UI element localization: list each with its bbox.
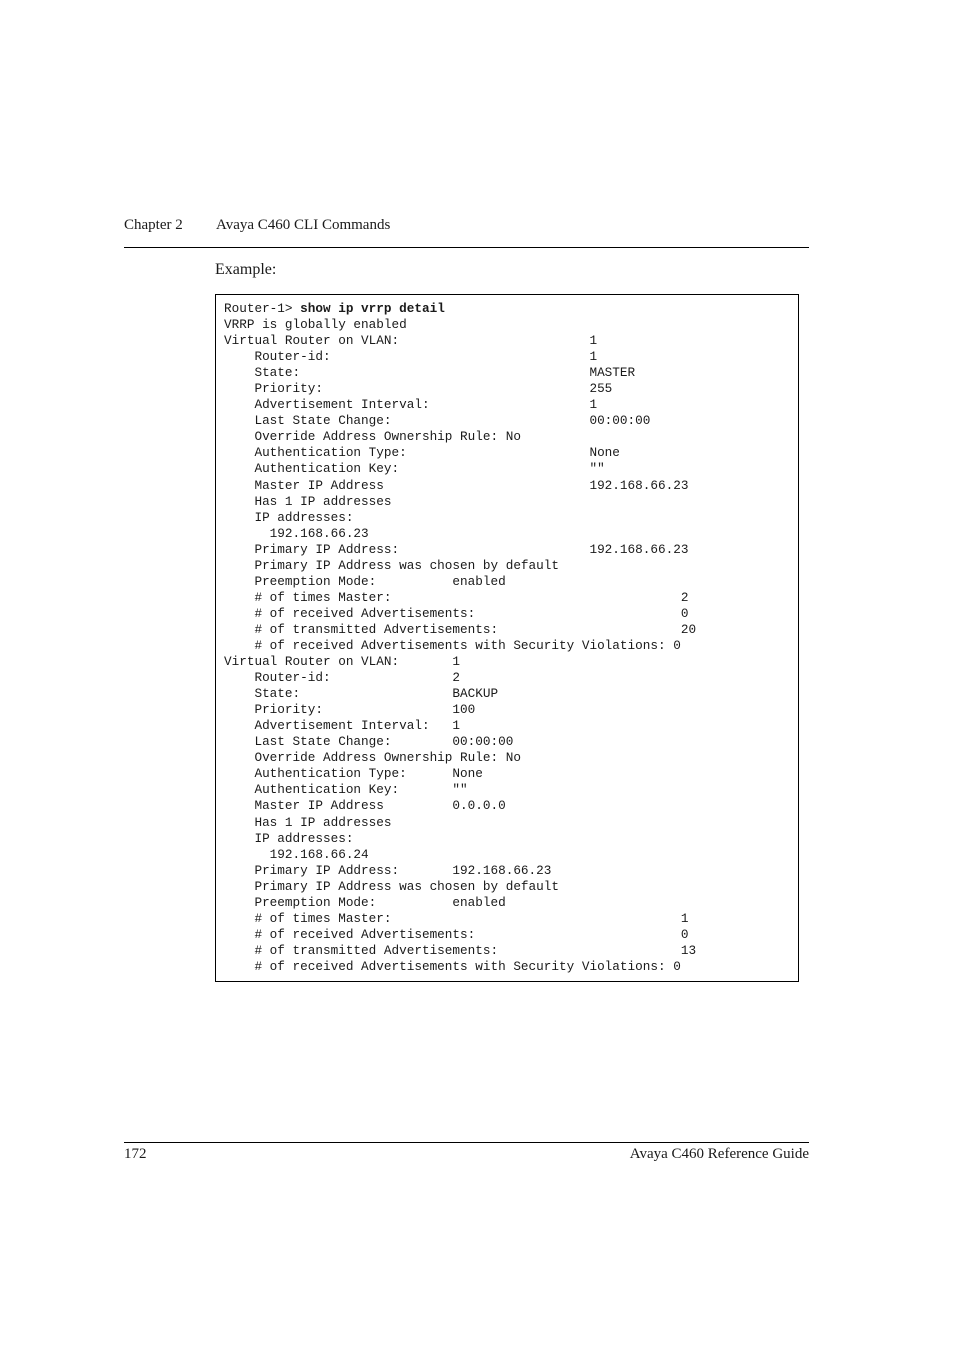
code-line: # of received Advertisements: 0 [254,926,689,942]
code-line: Last State Change: 00:00:00 [254,413,651,429]
code-line: Router-id: 1 [254,349,598,365]
page-number: 172 [124,1146,147,1162]
example-label: Example: [215,261,277,278]
code-line: # of received Advertisements with Security Violations: 0 [224,958,681,974]
page-footer [124,1142,809,1167]
code-line: Master IP Address 0.0.0.0 [254,798,506,814]
code-line: 192.168.66.24 [269,846,369,862]
guide-title: Avaya C460 Reference Guide [629,1146,809,1162]
code-line: Virtual Router on VLAN: 1 [224,654,461,670]
code-line: Has 1 IP addresses [254,814,392,830]
code-example-box [215,294,799,982]
code-line: Router-id: 2 [254,670,461,686]
cli-command: show ip vrrp detail [300,301,445,316]
code-output [224,317,696,974]
code-line: # of received Advertisements with Security Violations: 0 [254,637,681,653]
code-line: Primary IP Address was chosen by default [254,878,560,894]
code-line: # of times Master: 1 [254,910,689,926]
cli-prompt: Router-1> [224,301,301,316]
code-line: # of transmitted Advertisements: 13 [254,942,697,958]
code-line: Authentication Type: None [254,766,483,782]
code-line: Advertisement Interval: 1 [254,718,461,734]
code-block [224,301,696,975]
code-line: Authentication Key: "" [254,461,605,477]
code-line: Primary IP Address was chosen by default [254,557,560,573]
code-line: IP addresses: [254,509,354,525]
code-line: # of times Master: 2 [254,589,689,605]
code-line: Override Address Ownership Rule: No [254,750,521,766]
code-line: Last State Change: 00:00:00 [254,734,514,750]
code-line: Has 1 IP addresses [254,493,392,509]
chapter-title: Avaya C460 CLI Commands [216,217,391,233]
code-line: # of transmitted Advertisements: 20 [254,621,697,637]
code-line: VRRP is globally enabled [224,317,407,333]
code-line: Master IP Address 192.168.66.23 [254,477,689,493]
code-line: IP addresses: [254,830,354,846]
code-line: Preemption Mode: enabled [254,573,506,589]
chapter-label: Chapter 2 [124,217,183,233]
code-line: Virtual Router on VLAN: 1 [224,333,598,349]
code-line: Authentication Type: None [254,445,620,461]
code-line: Override Address Ownership Rule: No [254,429,521,445]
code-line: Authentication Key: "" [254,782,468,798]
code-line: Advertisement Interval: 1 [254,397,598,413]
code-line: Preemption Mode: enabled [254,894,506,910]
code-line: # of received Advertisements: 0 [254,605,689,621]
code-line: Primary IP Address: 192.168.66.23 [254,541,689,557]
code-line: 192.168.66.23 [269,525,369,541]
page-header [124,215,809,248]
code-line: State: MASTER [254,365,636,381]
code-line: Primary IP Address: 192.168.66.23 [254,862,552,878]
code-line: Priority: 100 [254,702,476,718]
code-line: State: BACKUP [254,686,499,702]
code-line: Priority: 255 [254,381,613,397]
